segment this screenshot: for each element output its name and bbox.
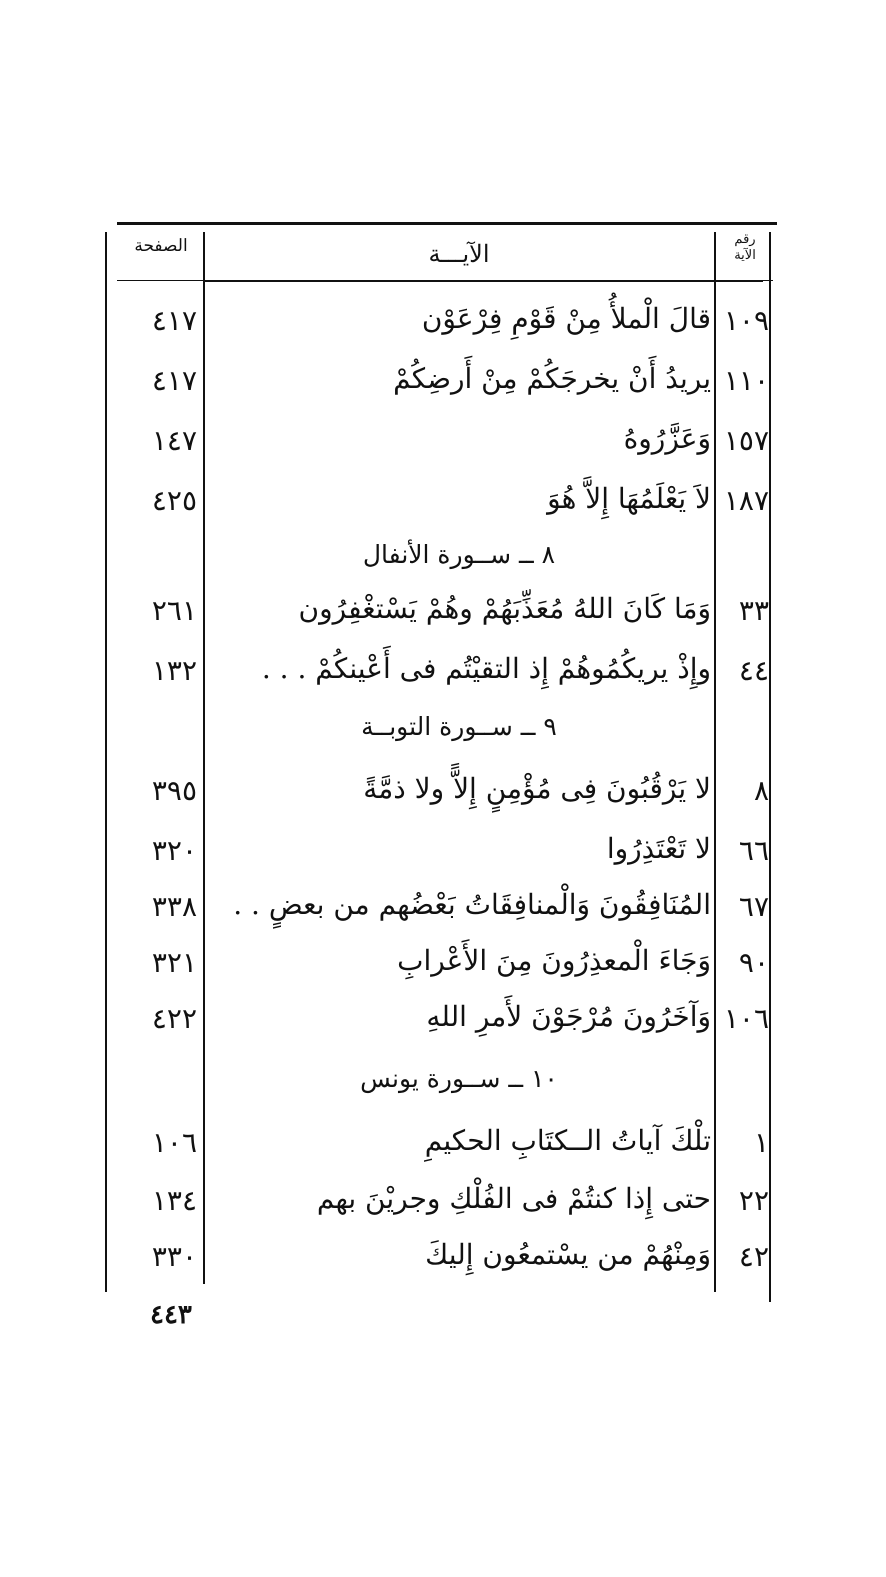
header-page-column: الصفحة: [134, 236, 188, 256]
verse-text: وَعَزَّرُوهُ: [623, 422, 711, 455]
verse-text: المُنَافِقُونَ وَالْمنافِقَاتُ بَعْضُهم من بعضٍ . .: [233, 888, 711, 921]
verse-text: وإِذْ يريكُمُوهُمْ إِذ التقيْتُم فى أَعْينكُمْ . . .: [261, 652, 711, 685]
table-row: [105, 298, 775, 352]
table-row: [105, 358, 775, 412]
table-row: [105, 418, 775, 472]
header-rule-right: [717, 280, 773, 281]
footer-page-number: ٤٤٣: [150, 1300, 192, 1330]
page-number: ٣٢٠: [151, 834, 197, 867]
verse-number: ١١٠: [723, 364, 769, 397]
verse-text: لا تَعْتَذِرُوا: [606, 832, 711, 865]
surah-heading: ٨ ــ ســورة الأنفال: [362, 540, 556, 569]
header-rule: [205, 280, 763, 282]
verse-number: ١: [753, 1126, 769, 1159]
verse-number: ٤٢: [738, 1240, 769, 1273]
verse-number: ١٨٧: [723, 484, 769, 517]
table-row: [105, 996, 775, 1050]
surah-heading: ١٠ ــ ســورة يونس: [360, 1064, 558, 1093]
page-number: ٤٢٢: [151, 1002, 197, 1035]
verse-number: ١٠٦: [723, 1002, 769, 1035]
verse-number: ٣٣: [738, 594, 769, 627]
verse-number: ٤٤: [738, 654, 769, 687]
table-row: [105, 1234, 775, 1288]
verse-text: وَآخَرُونَ مُرْجَوْنَ لأَمرِ اللهِ: [426, 1000, 711, 1033]
verse-text: لاَ يَعْلَمُهَا إِلاَّ هُوَ: [547, 482, 711, 515]
page-number: ٣٢١: [151, 946, 197, 979]
verse-text: وَمِنْهُمْ من يسْتمعُون إِليكَ: [425, 1238, 711, 1271]
table-row: [105, 648, 775, 702]
verse-index-table: [105, 222, 775, 1297]
verse-text: وَجَاءَ الْمعذِرُونَ مِنَ الأَعْرابِ: [397, 944, 711, 977]
page-number: ٣٣٨: [151, 890, 197, 923]
verse-text: وَمَا كَانَ اللهُ مُعَذِّبَهُمْ وهُمْ يَسْتغْفِرُون: [298, 592, 711, 625]
verse-number: ٢٢: [738, 1184, 769, 1217]
surah-heading: ٩ ــ ســورة التوبــة: [361, 712, 557, 741]
page-number: ٤٢٥: [151, 484, 197, 517]
page-number: ١٣٢: [151, 654, 197, 687]
table-row: [105, 1120, 775, 1174]
table-row: [105, 768, 775, 822]
verse-text: لا يَرْقُبُونَ فِى مُؤْمِنٍ إِلاًّ ولا ذمَّةً: [363, 772, 711, 805]
table-top-rule: [117, 222, 777, 225]
table-row: [105, 588, 775, 642]
page-number: ١٣٤: [151, 1184, 197, 1217]
verse-text: يريدُ أَنْ يخرجَكُمْ مِنْ أَرضِكُمْ: [393, 362, 711, 395]
verse-text: قالَ الْملأُ مِنْ قَوْمِ فِرْعَوْن: [421, 302, 711, 335]
table-row: [105, 940, 775, 994]
header-number-column: [717, 232, 773, 264]
header-number-label-1: رقم: [734, 232, 756, 247]
table-row: [105, 478, 775, 532]
page-number: ٣٩٥: [151, 774, 197, 807]
header-verse-column: الآيـــة: [428, 240, 490, 268]
header-rule-left: [117, 280, 203, 281]
page-number: ٢٦١: [151, 594, 197, 627]
header-number-label-2: الآية: [734, 248, 756, 263]
page-number: ٤١٧: [151, 364, 197, 397]
page-number: ٤١٧: [151, 304, 197, 337]
verse-number: ٩٠: [738, 946, 769, 979]
table-row: [105, 884, 775, 938]
page-number: ١٤٧: [151, 424, 197, 457]
verse-number: ٨: [753, 774, 769, 807]
page-number: ٣٣٠: [151, 1240, 197, 1273]
verse-number: ١٠٩: [723, 304, 769, 337]
table-row: [105, 828, 775, 882]
verse-number: ٦٦: [738, 834, 769, 867]
table-row: [105, 1178, 775, 1232]
verse-number: ٦٧: [738, 890, 769, 923]
verse-text: حتى إِذا كنتُمْ فى الفُلْكِ وجريْنَ بهم: [316, 1182, 711, 1215]
page-number: ١٠٦: [151, 1126, 197, 1159]
verse-number: ١٥٧: [723, 424, 769, 457]
verse-text: تلْكَ آياتُ الــكتَابِ الحكيمِ: [424, 1124, 711, 1157]
